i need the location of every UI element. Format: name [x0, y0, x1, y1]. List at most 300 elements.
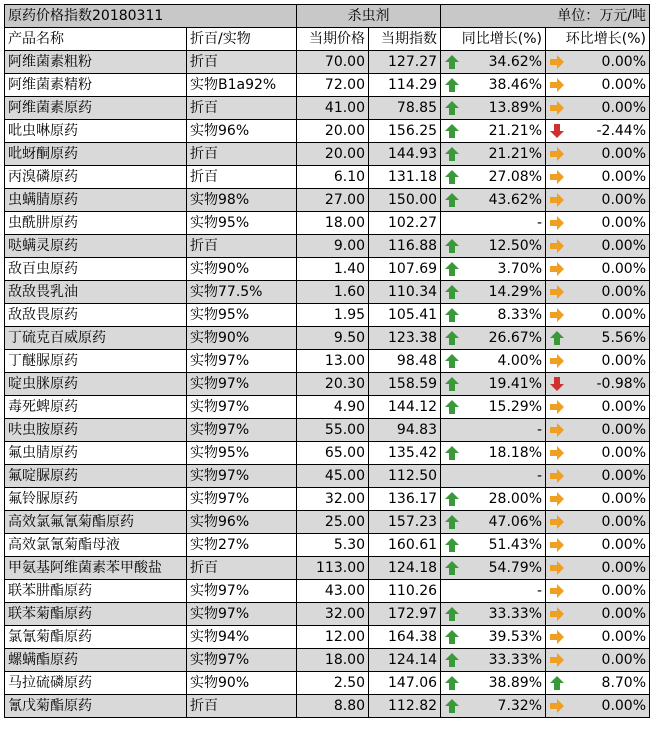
- yoy-growth: 39.53%: [488, 629, 543, 645]
- product-name: 联苯菊酯原药: [5, 603, 187, 626]
- table-row: [5, 488, 650, 511]
- yoy-growth: 4.00%: [497, 353, 543, 369]
- current-price: 65.00: [297, 442, 369, 465]
- yoy-growth: 3.70%: [497, 261, 543, 277]
- yoy-growth: 12.50%: [488, 238, 543, 254]
- product-name: 呋虫胺原药: [5, 419, 187, 442]
- product-name: 虫酰肼原药: [5, 212, 187, 235]
- yoy-growth-cell: [441, 465, 546, 488]
- current-price: 55.00: [297, 419, 369, 442]
- yoy-growth: 38.89%: [488, 675, 543, 691]
- product-name: 甲氨基阿维菌素苯甲酸盐: [5, 557, 187, 580]
- yoy-growth-cell: [441, 235, 546, 258]
- yoy-growth-cell: [441, 672, 546, 695]
- yoy-growth: 26.67%: [488, 330, 543, 346]
- current-index: 156.25: [369, 120, 441, 143]
- current-price: 5.30: [297, 534, 369, 557]
- yoy-growth-cell: [441, 74, 546, 97]
- current-index: 144.93: [369, 143, 441, 166]
- yoy-growth-cell: [441, 327, 546, 350]
- col-header-basis: 折百/实物: [187, 28, 297, 51]
- product-name: 哒螨灵原药: [5, 235, 187, 258]
- table-row: [5, 626, 650, 649]
- yoy-growth-cell: [441, 120, 546, 143]
- basis: 实物97%: [187, 488, 297, 511]
- right-arrow-icon: [549, 100, 565, 116]
- current-index: 160.61: [369, 534, 441, 557]
- basis: 实物97%: [187, 373, 297, 396]
- table-row: [5, 580, 650, 603]
- table-row: [5, 396, 650, 419]
- product-name: 敌敌畏乳油: [5, 281, 187, 304]
- current-price: 27.00: [297, 189, 369, 212]
- mom-growth-cell: [546, 603, 650, 626]
- yoy-growth: 13.89%: [488, 100, 543, 116]
- yoy-growth: 38.46%: [488, 77, 543, 93]
- current-index: 105.41: [369, 304, 441, 327]
- mom-growth: 0.00%: [601, 261, 647, 277]
- current-index: 123.38: [369, 327, 441, 350]
- current-price: 4.90: [297, 396, 369, 419]
- up-arrow-icon: [444, 698, 460, 714]
- yoy-growth: 14.29%: [488, 284, 543, 300]
- yoy-growth: 21.21%: [488, 146, 543, 162]
- current-index: 98.48: [369, 350, 441, 373]
- table-row: [5, 534, 650, 557]
- mom-growth: 0.00%: [601, 238, 647, 254]
- up-arrow-icon: [549, 675, 565, 691]
- table-row: [5, 166, 650, 189]
- product-name: 高效氯氟氰菊酯原药: [5, 511, 187, 534]
- up-arrow-icon: [444, 330, 460, 346]
- product-name: 敌百虫原药: [5, 258, 187, 281]
- basis: 实物95%: [187, 442, 297, 465]
- current-index: 147.06: [369, 672, 441, 695]
- table-row: [5, 695, 650, 718]
- yoy-growth: 51.43%: [488, 537, 543, 553]
- current-price: 18.00: [297, 649, 369, 672]
- yoy-growth: -: [536, 468, 543, 484]
- mom-growth: 8.70%: [601, 675, 647, 691]
- mom-growth-cell: [546, 258, 650, 281]
- product-name: 氰戊菊酯原药: [5, 695, 187, 718]
- yoy-growth: 34.62%: [488, 54, 543, 70]
- product-name: 丙溴磷原药: [5, 166, 187, 189]
- up-arrow-icon: [444, 123, 460, 139]
- current-price: 12.00: [297, 626, 369, 649]
- product-name: 螺螨酯原药: [5, 649, 187, 672]
- product-name: 敌敌畏原药: [5, 304, 187, 327]
- basis: 实物90%: [187, 327, 297, 350]
- right-arrow-icon: [549, 514, 565, 530]
- current-price: 13.00: [297, 350, 369, 373]
- current-index: 127.27: [369, 51, 441, 74]
- col-header-index: 当期指数: [369, 28, 441, 51]
- current-index: 78.85: [369, 97, 441, 120]
- yoy-growth-cell: [441, 281, 546, 304]
- current-index: 164.38: [369, 626, 441, 649]
- up-arrow-icon: [444, 284, 460, 300]
- basis: 实物96%: [187, 120, 297, 143]
- title-row: [5, 5, 650, 28]
- current-index: 110.34: [369, 281, 441, 304]
- basis: 实物97%: [187, 649, 297, 672]
- basis: 折百: [187, 166, 297, 189]
- current-price: 20.00: [297, 120, 369, 143]
- mom-growth-cell: [546, 189, 650, 212]
- current-index: 107.69: [369, 258, 441, 281]
- basis: 实物97%: [187, 465, 297, 488]
- product-name: 毒死蜱原药: [5, 396, 187, 419]
- table-row: [5, 51, 650, 74]
- basis: 实物97%: [187, 603, 297, 626]
- product-name: 马拉硫磷原药: [5, 672, 187, 695]
- mom-growth: 0.00%: [601, 399, 647, 415]
- current-index: 135.42: [369, 442, 441, 465]
- up-arrow-icon: [444, 238, 460, 254]
- table-row: [5, 281, 650, 304]
- yoy-growth: 21.21%: [488, 123, 543, 139]
- mom-growth-cell: [546, 350, 650, 373]
- up-arrow-icon: [444, 652, 460, 668]
- product-name: 氟啶脲原药: [5, 465, 187, 488]
- mom-growth-cell: [546, 212, 650, 235]
- basis: 实物97%: [187, 350, 297, 373]
- mom-growth-cell: [546, 511, 650, 534]
- table-row: [5, 212, 650, 235]
- yoy-growth: 47.06%: [488, 514, 543, 530]
- table-row: [5, 557, 650, 580]
- yoy-growth-cell: [441, 396, 546, 419]
- basis: 实物94%: [187, 626, 297, 649]
- right-arrow-icon: [549, 307, 565, 323]
- yoy-growth-cell: [441, 534, 546, 557]
- current-price: 20.30: [297, 373, 369, 396]
- basis: 实物98%: [187, 189, 297, 212]
- up-arrow-icon: [444, 445, 460, 461]
- basis: 实物90%: [187, 258, 297, 281]
- product-name: 氟虫腈原药: [5, 442, 187, 465]
- mom-growth: 0.00%: [601, 629, 647, 645]
- right-arrow-icon: [549, 77, 565, 93]
- mom-growth: 0.00%: [601, 514, 647, 530]
- basis: 实物77.5%: [187, 281, 297, 304]
- mom-growth: 0.00%: [601, 307, 647, 323]
- yoy-growth-cell: [441, 166, 546, 189]
- yoy-growth: 15.29%: [488, 399, 543, 415]
- down-arrow-icon: [549, 123, 565, 139]
- product-name: 虫螨腈原药: [5, 189, 187, 212]
- mom-growth: 0.00%: [601, 284, 647, 300]
- product-name: 啶虫脒原药: [5, 373, 187, 396]
- right-arrow-icon: [549, 238, 565, 254]
- up-arrow-icon: [444, 169, 460, 185]
- product-name: 高效氯氰菊酯母液: [5, 534, 187, 557]
- yoy-growth: 8.33%: [497, 307, 543, 323]
- mom-growth: 0.00%: [601, 77, 647, 93]
- yoy-growth: 28.00%: [488, 491, 543, 507]
- up-arrow-icon: [444, 629, 460, 645]
- yoy-growth-cell: [441, 511, 546, 534]
- mom-growth-cell: [546, 166, 650, 189]
- yoy-growth-cell: [441, 419, 546, 442]
- yoy-growth: 7.32%: [497, 698, 543, 714]
- right-arrow-icon: [549, 652, 565, 668]
- mom-growth: 0.00%: [601, 652, 647, 668]
- mom-growth-cell: [546, 557, 650, 580]
- right-arrow-icon: [549, 537, 565, 553]
- up-arrow-icon: [444, 307, 460, 323]
- basis: 折百: [187, 557, 297, 580]
- current-price: 2.50: [297, 672, 369, 695]
- up-arrow-icon: [444, 675, 460, 691]
- current-price: 45.00: [297, 465, 369, 488]
- current-price: 8.80: [297, 695, 369, 718]
- yoy-growth-cell: [441, 649, 546, 672]
- table-row: [5, 327, 650, 350]
- right-arrow-icon: [549, 629, 565, 645]
- product-name: 吡蚜酮原药: [5, 143, 187, 166]
- down-arrow-icon: [549, 376, 565, 392]
- up-arrow-icon: [444, 100, 460, 116]
- column-header-row: [5, 28, 650, 51]
- product-name: 氟铃脲原药: [5, 488, 187, 511]
- yoy-growth-cell: [441, 603, 546, 626]
- yoy-growth-cell: [441, 626, 546, 649]
- right-arrow-icon: [549, 399, 565, 415]
- table-title: 原药价格指数20180311: [5, 5, 297, 28]
- mom-growth: 0.00%: [601, 353, 647, 369]
- right-arrow-icon: [549, 192, 565, 208]
- yoy-growth: 54.79%: [488, 560, 543, 576]
- mom-growth: 0.00%: [601, 468, 647, 484]
- current-price: 113.00: [297, 557, 369, 580]
- current-index: 116.88: [369, 235, 441, 258]
- current-price: 32.00: [297, 603, 369, 626]
- mom-growth-cell: [546, 74, 650, 97]
- table-row: [5, 465, 650, 488]
- table-row: [5, 603, 650, 626]
- yoy-growth-cell: [441, 304, 546, 327]
- current-index: 157.23: [369, 511, 441, 534]
- current-price: 6.10: [297, 166, 369, 189]
- yoy-growth-cell: [441, 258, 546, 281]
- unit-label: 单位：万元/吨: [441, 5, 650, 28]
- current-index: 102.27: [369, 212, 441, 235]
- table-row: [5, 649, 650, 672]
- right-arrow-icon: [549, 422, 565, 438]
- yoy-growth-cell: [441, 51, 546, 74]
- table-row: [5, 258, 650, 281]
- mom-growth-cell: [546, 51, 650, 74]
- right-arrow-icon: [549, 215, 565, 231]
- mom-growth-cell: [546, 396, 650, 419]
- up-arrow-icon: [444, 606, 460, 622]
- right-arrow-icon: [549, 353, 565, 369]
- mom-growth: 0.00%: [601, 583, 647, 599]
- table-row: [5, 350, 650, 373]
- basis: 折百: [187, 235, 297, 258]
- table-row: [5, 97, 650, 120]
- basis: 折百: [187, 695, 297, 718]
- yoy-growth: -: [536, 422, 543, 438]
- mom-growth: -0.98%: [596, 376, 647, 392]
- current-price: 72.00: [297, 74, 369, 97]
- yoy-growth: 18.18%: [488, 445, 543, 461]
- right-arrow-icon: [549, 468, 565, 484]
- right-arrow-icon: [549, 698, 565, 714]
- table-row: [5, 419, 650, 442]
- product-name: 阿维菌素原药: [5, 97, 187, 120]
- mom-growth: 0.00%: [601, 422, 647, 438]
- right-arrow-icon: [549, 169, 565, 185]
- price-index-table: [4, 4, 650, 718]
- current-price: 9.00: [297, 235, 369, 258]
- yoy-growth: 19.41%: [488, 376, 543, 392]
- product-name: 丁硫克百威原药: [5, 327, 187, 350]
- up-arrow-icon: [444, 560, 460, 576]
- current-price: 70.00: [297, 51, 369, 74]
- table-row: [5, 143, 650, 166]
- up-arrow-icon: [444, 54, 460, 70]
- mom-growth: 5.56%: [601, 330, 647, 346]
- mom-growth-cell: [546, 534, 650, 557]
- product-name: 阿维菌素精粉: [5, 74, 187, 97]
- current-index: 94.83: [369, 419, 441, 442]
- basis: 实物95%: [187, 304, 297, 327]
- up-arrow-icon: [444, 514, 460, 530]
- right-arrow-icon: [549, 491, 565, 507]
- current-index: 112.50: [369, 465, 441, 488]
- up-arrow-icon: [444, 77, 460, 93]
- table-row: [5, 373, 650, 396]
- right-arrow-icon: [549, 284, 565, 300]
- basis: 实物90%: [187, 672, 297, 695]
- mom-growth-cell: [546, 672, 650, 695]
- table-row: [5, 189, 650, 212]
- product-name: 阿维菌素粗粉: [5, 51, 187, 74]
- current-price: 41.00: [297, 97, 369, 120]
- current-index: 114.29: [369, 74, 441, 97]
- current-index: 158.59: [369, 373, 441, 396]
- mom-growth: 0.00%: [601, 698, 647, 714]
- table-row: [5, 235, 650, 258]
- yoy-growth: -: [536, 215, 543, 231]
- basis: 实物97%: [187, 580, 297, 603]
- right-arrow-icon: [549, 606, 565, 622]
- mom-growth: 0.00%: [601, 100, 647, 116]
- basis: 实物97%: [187, 419, 297, 442]
- basis: 实物95%: [187, 212, 297, 235]
- mom-growth-cell: [546, 327, 650, 350]
- mom-growth-cell: [546, 373, 650, 396]
- mom-growth-cell: [546, 465, 650, 488]
- yoy-growth-cell: [441, 580, 546, 603]
- mom-growth-cell: [546, 488, 650, 511]
- yoy-growth: 33.33%: [488, 652, 543, 668]
- right-arrow-icon: [549, 445, 565, 461]
- current-price: 9.50: [297, 327, 369, 350]
- current-price: 20.00: [297, 143, 369, 166]
- category-label: 杀虫剂: [297, 5, 441, 28]
- mom-growth: 0.00%: [601, 560, 647, 576]
- mom-growth-cell: [546, 419, 650, 442]
- mom-growth: 0.00%: [601, 169, 647, 185]
- col-header-yoy: 同比增长(%): [441, 28, 546, 51]
- yoy-growth: -: [536, 583, 543, 599]
- current-price: 1.95: [297, 304, 369, 327]
- col-header-price: 当期价格: [297, 28, 369, 51]
- mom-growth-cell: [546, 120, 650, 143]
- current-price: 25.00: [297, 511, 369, 534]
- up-arrow-icon: [444, 399, 460, 415]
- product-name: 吡虫啉原药: [5, 120, 187, 143]
- table-row: [5, 120, 650, 143]
- current-index: 150.00: [369, 189, 441, 212]
- mom-growth-cell: [546, 695, 650, 718]
- current-index: 124.18: [369, 557, 441, 580]
- mom-growth: 0.00%: [601, 537, 647, 553]
- product-name: 联苯肼酯原药: [5, 580, 187, 603]
- table-row: [5, 511, 650, 534]
- mom-growth-cell: [546, 143, 650, 166]
- table-row: [5, 672, 650, 695]
- product-name: 氯氰菊酯原药: [5, 626, 187, 649]
- mom-growth: 0.00%: [601, 491, 647, 507]
- yoy-growth-cell: [441, 442, 546, 465]
- current-price: 1.40: [297, 258, 369, 281]
- up-arrow-icon: [444, 353, 460, 369]
- yoy-growth: 33.33%: [488, 606, 543, 622]
- current-index: 172.97: [369, 603, 441, 626]
- basis: 实物97%: [187, 396, 297, 419]
- current-index: 144.12: [369, 396, 441, 419]
- yoy-growth-cell: [441, 373, 546, 396]
- right-arrow-icon: [549, 583, 565, 599]
- yoy-growth-cell: [441, 557, 546, 580]
- mom-growth-cell: [546, 626, 650, 649]
- up-arrow-icon: [444, 491, 460, 507]
- basis: 折百: [187, 143, 297, 166]
- basis: 实物96%: [187, 511, 297, 534]
- mom-growth-cell: [546, 649, 650, 672]
- current-price: 18.00: [297, 212, 369, 235]
- up-arrow-icon: [444, 537, 460, 553]
- basis: 折百: [187, 51, 297, 74]
- product-name: 丁醚脲原药: [5, 350, 187, 373]
- current-index: 136.17: [369, 488, 441, 511]
- current-price: 32.00: [297, 488, 369, 511]
- mom-growth-cell: [546, 442, 650, 465]
- yoy-growth-cell: [441, 97, 546, 120]
- yoy-growth-cell: [441, 350, 546, 373]
- current-index: 112.82: [369, 695, 441, 718]
- mom-growth: 0.00%: [601, 54, 647, 70]
- mom-growth-cell: [546, 304, 650, 327]
- mom-growth-cell: [546, 580, 650, 603]
- mom-growth: 0.00%: [601, 192, 647, 208]
- mom-growth: 0.00%: [601, 146, 647, 162]
- mom-growth-cell: [546, 97, 650, 120]
- current-price: 43.00: [297, 580, 369, 603]
- up-arrow-icon: [549, 330, 565, 346]
- right-arrow-icon: [549, 54, 565, 70]
- mom-growth-cell: [546, 235, 650, 258]
- mom-growth-cell: [546, 281, 650, 304]
- mom-growth: 0.00%: [601, 215, 647, 231]
- current-index: 110.26: [369, 580, 441, 603]
- right-arrow-icon: [549, 261, 565, 277]
